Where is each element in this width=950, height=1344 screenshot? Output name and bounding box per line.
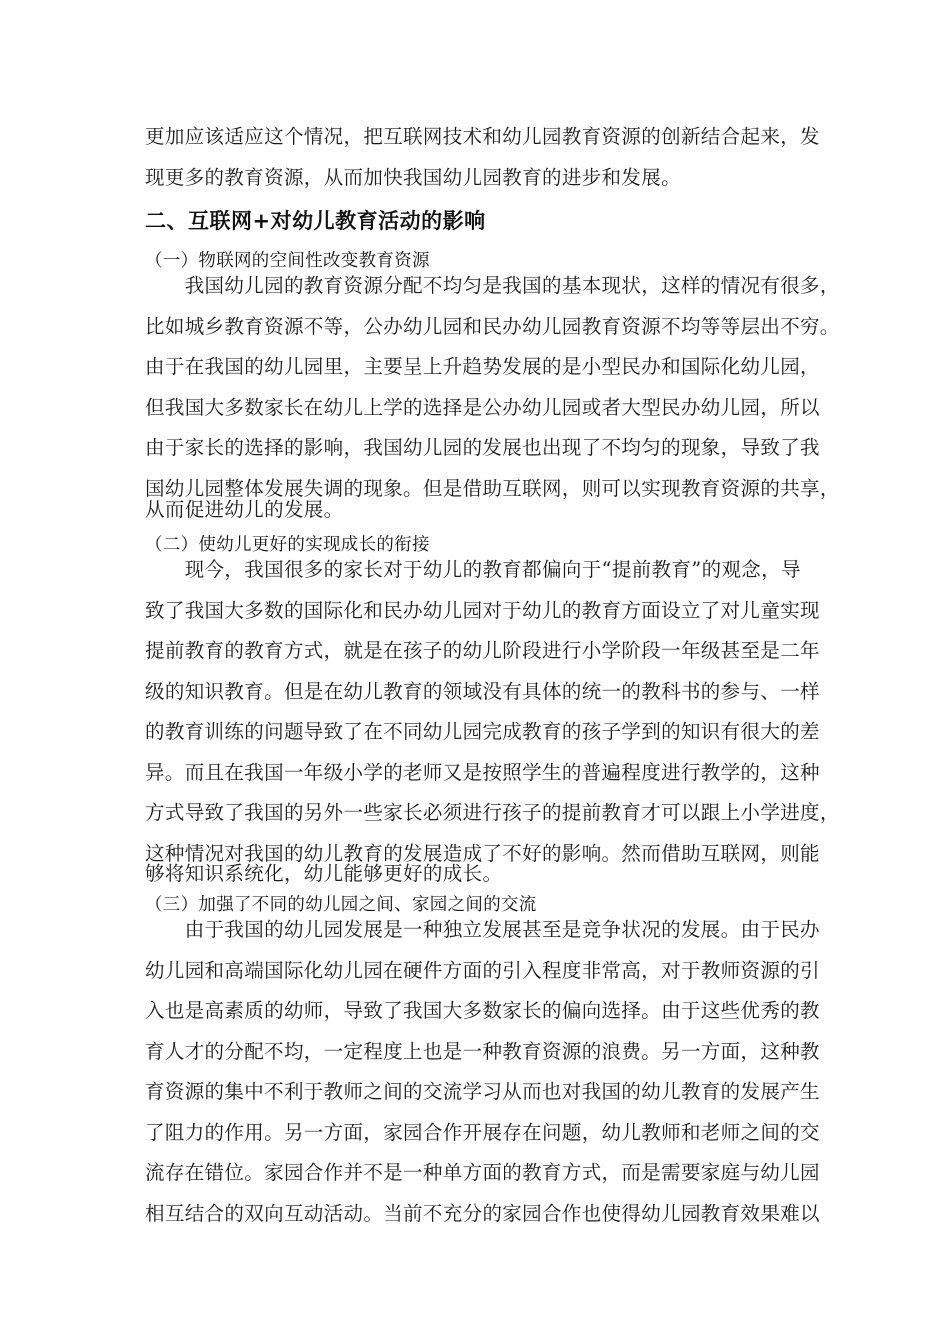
paragraph-line: 入也是高素质的幼师，导致了我国大多数家长的偏向选择。由于这些优秀的教 bbox=[145, 999, 820, 1022]
paragraph-line: 由于在我国的幼儿园里，主要呈上升趋势发展的是小型民办和国际化幼儿园， bbox=[145, 355, 820, 378]
paragraph-line: 提前教育的教育方式，就是在孩子的幼儿阶段进行小学阶段一年级甚至是二年 bbox=[145, 639, 820, 662]
paragraph-line: 现今，我国很多的家长对于幼儿的教育都偏向于“提前教育”的观念，导 bbox=[145, 558, 801, 581]
paragraph-line: 的教育训练的问题导致了在不同幼儿园完成教育的孩子学到的知识有很大的差 bbox=[145, 720, 820, 743]
paragraph-line: 从而促进幼儿的发展。 bbox=[145, 498, 344, 521]
paragraph-line: 由于家长的选择的影响，我国幼儿园的发展也出现了不均匀的现象，导致了我 bbox=[145, 436, 820, 459]
paragraph-line: 致了我国大多数的国际化和民办幼儿园对于幼儿的教育方面设立了对儿童实现 bbox=[145, 599, 820, 622]
paragraph-line: 由于我国的幼儿园发展是一种独立发展甚至是竞争状况的发展。由于民办 bbox=[145, 918, 820, 941]
paragraph-line: 异。而且在我国一年级小学的老师又是按照学生的普遍程度进行教学的，这种 bbox=[145, 761, 820, 784]
paragraph-line: 幼儿园和高端国际化幼儿园在硬件方面的引入程度非常高，对于教师资源的引 bbox=[145, 959, 820, 982]
subsection-heading: （一）物联网的空间性改变教育资源 bbox=[145, 251, 430, 271]
paragraph-line: 相互结合的双向互动活动。当前不充分的家园合作也使得幼儿园教育效果难以 bbox=[145, 1202, 820, 1225]
paragraph-line: 育人才的分配不均，一定程度上也是一种教育资源的浪费。另一方面，这种教 bbox=[145, 1040, 820, 1063]
paragraph-line: 我国幼儿园的教育资源分配不均匀是我国的基本现状，这样的情况有很多， bbox=[145, 274, 840, 297]
paragraph-line: 但我国大多数家长在幼儿上学的选择是公办幼儿园或者大型民办幼儿园，所以 bbox=[145, 396, 820, 419]
paragraph-line: 这种情况对我国的幼儿教育的发展造成了不好的影响。然而借助互联网，则能 bbox=[145, 842, 820, 865]
paragraph-line: 级的知识教育。但是在幼儿教育的领域没有具体的统一的教科书的参与、一样 bbox=[145, 680, 820, 703]
paragraph-line: 国幼儿园整体发展失调的现象。但是借助互联网，则可以实现教育资源的共享， bbox=[145, 477, 840, 500]
intro-line: 更加应该适应这个情况，把互联网技术和幼儿园教育资源的创新结合起来，发 bbox=[145, 125, 820, 148]
section-heading: 二、互联网+对幼儿教育活动的影响 bbox=[145, 209, 486, 233]
subsection-heading: （三）加强了不同的幼儿园之间、家园之间的交流 bbox=[145, 895, 537, 915]
paragraph-line: 育资源的集中不利于教师之间的交流学习从而也对我国的幼儿教育的发展产生 bbox=[145, 1080, 820, 1103]
paragraph-line: 够将知识系统化，幼儿能够更好的成长。 bbox=[145, 862, 503, 885]
subsection-heading: （二）使幼儿更好的实现成长的衔接 bbox=[145, 535, 430, 555]
paragraph-line: 比如城乡教育资源不等，公办幼儿园和民办幼儿园教育资源不均等等层出不穷。 bbox=[145, 315, 840, 338]
intro-line: 现更多的教育资源，从而加快我国幼儿园教育的进步和发展。 bbox=[145, 166, 681, 189]
paragraph-line: 方式导致了我国的另外一些家长必须进行孩子的提前教育才可以跟上小学进度， bbox=[145, 801, 840, 824]
paragraph-line: 流存在错位。家园合作并不是一种单方面的教育方式，而是需要家庭与幼儿园 bbox=[145, 1161, 820, 1184]
paragraph-line: 了阻力的作用。另一方面，家园合作开展存在问题，幼儿教师和老师之间的交 bbox=[145, 1121, 820, 1144]
